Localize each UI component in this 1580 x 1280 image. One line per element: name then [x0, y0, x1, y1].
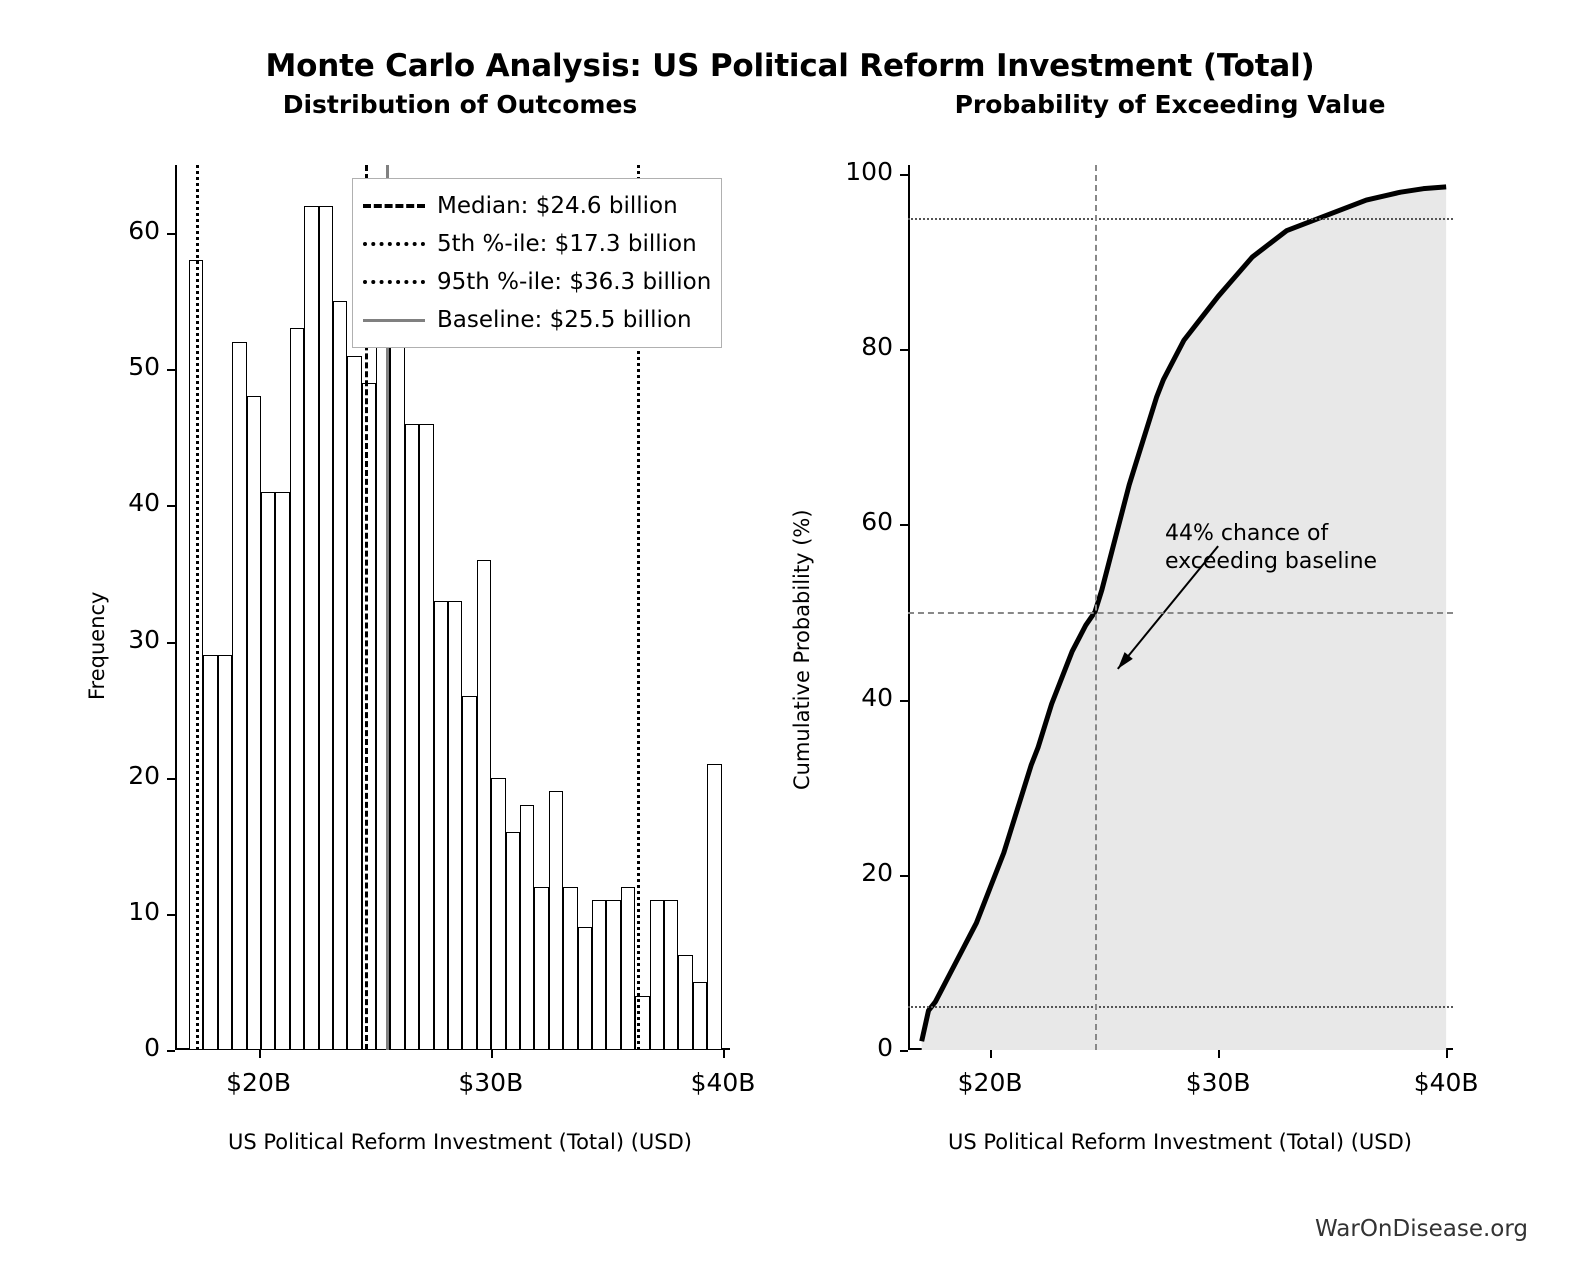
cdf-y-tick	[900, 700, 908, 702]
cdf-y-tick	[900, 1050, 908, 1052]
histogram-bar	[434, 601, 448, 1050]
cdf-y-tick	[900, 875, 908, 877]
watermark: WarOnDisease.org	[1315, 1216, 1528, 1242]
histogram-y-tick	[167, 914, 175, 916]
histogram-bar	[304, 206, 318, 1050]
cdf-median-vline	[1095, 165, 1097, 1050]
cdf-annotation-line2: exceeding baseline	[1165, 548, 1378, 574]
histogram-y-tick-label: 20	[128, 760, 160, 790]
legend-line-sample	[363, 280, 425, 284]
cdf-y-tick-label: 40	[861, 682, 893, 712]
histogram-bar	[362, 383, 376, 1050]
legend-item-label: 5th %-ile: $17.3 billion	[437, 231, 697, 257]
histogram-y-tick-label: 10	[128, 896, 160, 926]
histogram-bar	[578, 927, 592, 1050]
figure-suptitle: Monte Carlo Analysis: US Political Reform Investment (Total)	[265, 48, 1315, 84]
histogram-bar	[707, 764, 721, 1050]
histogram-x-tick-label: $20B	[226, 1068, 292, 1097]
histogram-x-tick	[491, 1050, 493, 1058]
cdf-y-tick	[900, 174, 908, 176]
histogram-bar	[275, 492, 289, 1050]
legend-item	[363, 225, 711, 263]
legend-item-label: 95th %-ile: $36.3 billion	[437, 269, 712, 295]
cdf-y-tick	[900, 524, 908, 526]
histogram-bar	[549, 791, 563, 1050]
histogram-bar	[232, 342, 246, 1050]
histogram-bar	[390, 274, 404, 1050]
legend-line-sample	[363, 242, 425, 246]
histogram-x-tick-label: $40B	[690, 1068, 756, 1097]
cdf-x-tick	[1446, 1050, 1448, 1058]
histogram-bar	[491, 778, 505, 1050]
cdf-x-tick	[990, 1050, 992, 1058]
histogram-y-axis-label: Frequency	[85, 591, 109, 700]
histogram-bar	[534, 887, 548, 1050]
cdf-panel-title: Probability of Exceeding Value	[954, 90, 1386, 119]
histogram-x-axis-label: US Political Reform Investment (Total) (USD)	[228, 1130, 692, 1154]
histogram-bar	[448, 601, 462, 1050]
histogram-y-tick	[167, 642, 175, 644]
cdf-x-tick	[1218, 1050, 1220, 1058]
histogram-panel-title: Distribution of Outcomes	[282, 90, 638, 119]
histogram-bar	[319, 206, 333, 1050]
histogram-bar	[247, 396, 261, 1050]
histogram-bar	[218, 655, 232, 1050]
histogram-bar	[203, 655, 217, 1050]
cdf-x-axis-label: US Political Reform Investment (Total) (USD)	[948, 1130, 1412, 1154]
legend-item-label: Baseline: $25.5 billion	[437, 307, 692, 333]
histogram-y-tick	[167, 1050, 175, 1052]
cdf-area-fill	[922, 187, 1446, 1050]
cdf-annotation-line1: 44% chance of	[1165, 521, 1329, 546]
legend-line-sample	[363, 319, 425, 322]
histogram-bar	[347, 356, 361, 1050]
cdf-annotation-text	[1165, 520, 1377, 575]
histogram-y-tick	[167, 369, 175, 371]
histogram-legend	[352, 178, 722, 348]
histogram-y-tick	[167, 505, 175, 507]
histogram-p5-line	[196, 165, 199, 1050]
histogram-bar	[261, 492, 275, 1050]
histogram-bar	[650, 900, 664, 1050]
cdf-y-tick-label: 80	[861, 332, 893, 361]
cdf-x-tick-label: $40B	[1413, 1068, 1479, 1097]
cdf-y-axis-label: Cumulative Probability (%)	[790, 509, 814, 790]
histogram-y-tick-label: 60	[128, 216, 160, 246]
histogram-bar	[520, 805, 534, 1050]
histogram-bar	[606, 900, 620, 1050]
histogram-bar	[477, 560, 491, 1050]
legend-item	[363, 301, 711, 339]
histogram-bar	[462, 696, 476, 1050]
legend-item-label: Median: $24.6 billion	[437, 193, 678, 219]
histogram-bar	[419, 424, 433, 1050]
cdf-y-tick-label: 0	[877, 1033, 893, 1062]
legend-line-sample	[363, 204, 425, 208]
cdf-p95-hline	[908, 218, 1453, 220]
histogram-y-tick	[167, 778, 175, 780]
cdf-x-tick-label: $30B	[1185, 1068, 1251, 1097]
histogram-bar	[592, 900, 606, 1050]
cdf-y-tick-label: 20	[861, 857, 893, 887]
cdf-plot-area	[908, 165, 1453, 1050]
histogram-bar	[333, 301, 347, 1050]
histogram-bar	[506, 832, 520, 1050]
histogram-y-tick-label: 30	[128, 624, 160, 654]
histogram-bar	[621, 887, 635, 1050]
legend-item	[363, 263, 711, 301]
legend-item	[363, 187, 711, 225]
histogram-x-tick	[723, 1050, 725, 1058]
histogram-x-tick	[259, 1050, 261, 1058]
histogram-bar	[678, 955, 692, 1050]
cdf-x-tick-label: $20B	[957, 1068, 1023, 1097]
cdf-y-tick-label: 60	[861, 507, 893, 537]
histogram-bar	[290, 328, 304, 1050]
histogram-bar	[693, 982, 707, 1050]
cdf-y-tick-label: 100	[845, 156, 893, 186]
cdf-y-tick	[900, 349, 908, 351]
histogram-bar	[405, 424, 419, 1050]
histogram-y-tick-label: 40	[128, 488, 160, 518]
histogram-y-tick-label: 0	[144, 1033, 160, 1062]
histogram-y-tick	[167, 233, 175, 235]
histogram-bar	[563, 887, 577, 1050]
histogram-x-tick-label: $30B	[458, 1068, 524, 1097]
cdf-median-hline	[908, 612, 1453, 614]
cdf-axes	[908, 165, 1453, 1050]
cdf-p5-hline	[908, 1006, 1453, 1008]
cdf-curve-svg	[908, 165, 1453, 1050]
histogram-bar	[664, 900, 678, 1050]
histogram-y-tick-label: 50	[128, 352, 160, 382]
